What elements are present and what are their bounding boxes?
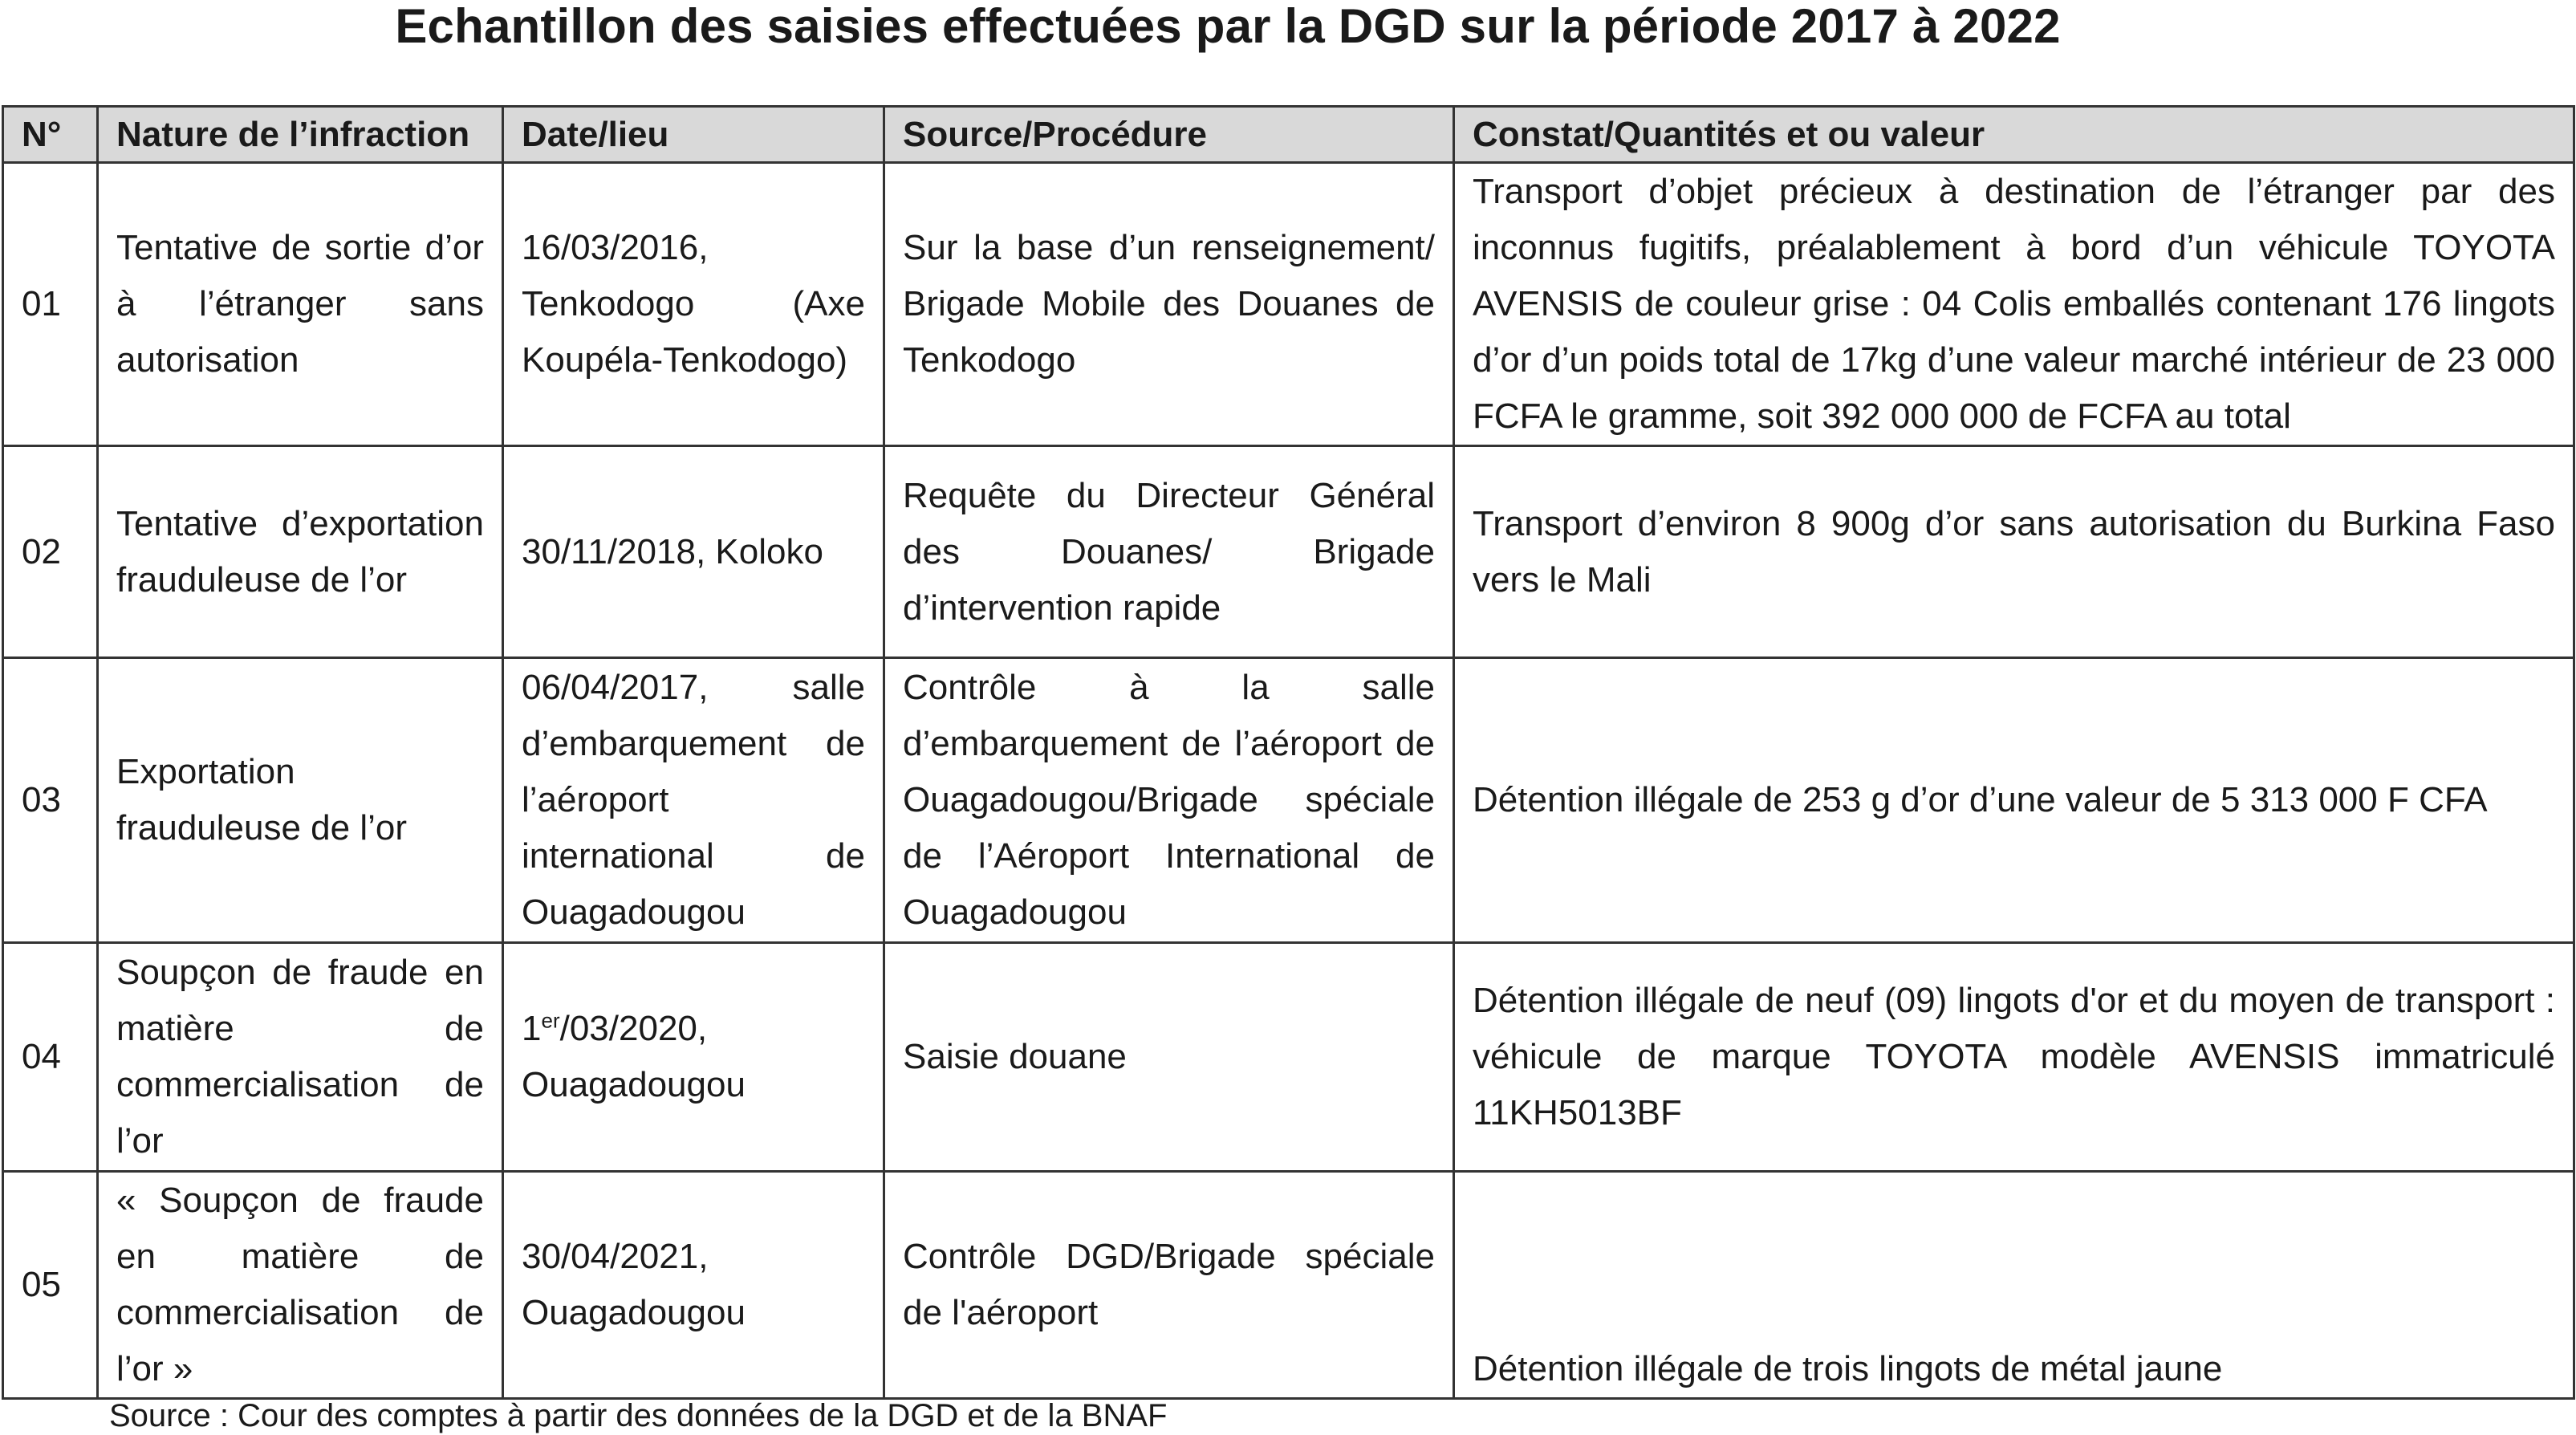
table-row [3, 943, 2574, 1172]
cell-findings: Détention illégale de neuf (09) lingots d'or et du moyen de transport : véhicule de marque TOYOTA modèle AVENSIS immatriculé 11KH5013BF [1454, 943, 2574, 1172]
date-day: 1 [522, 1009, 542, 1048]
cell-date-place: 30/04/2021, Ouagadougou [503, 1172, 884, 1399]
header-number: N° [3, 107, 98, 163]
cell-nature: Tentative d’exportation frauduleuse de l’or [98, 446, 503, 658]
cell-number: 05 [3, 1172, 98, 1399]
source-note: Source : Cour des comptes à partir des données de la DGD et de la BNAF [109, 1398, 1168, 1433]
table-header-row [3, 107, 2574, 163]
header-source-procedure: Source/Procédure [884, 107, 1454, 163]
table-row [3, 163, 2574, 446]
header-findings: Constat/Quantités et ou valeur [1454, 107, 2574, 163]
cell-source-procedure: Contrôle à la salle d’embarquement de l’aéroport de Ouagadougou/Brigade spéciale de l’Aéroport International de Ouagadougou [884, 658, 1454, 943]
table-row [3, 1172, 2574, 1399]
cell-nature: Soupçon de fraude en matière de commercialisation de l’or [98, 943, 503, 1172]
cell-source-procedure: Contrôle DGD/Brigade spéciale de l'aéroport [884, 1172, 1454, 1399]
cell-source-procedure: Saisie douane [884, 943, 1454, 1172]
cell-number: 01 [3, 163, 98, 446]
header-date-place: Date/lieu [503, 107, 884, 163]
cell-source-procedure: Sur la base d’un renseignement/ Brigade Mobile des Douanes de Tenkodogo [884, 163, 1454, 446]
cell-date-place [503, 943, 884, 1172]
cell-nature: Tentative de sortie d’or à l’étranger sans autorisation [98, 163, 503, 446]
cell-nature: Exportation frauduleuse de l’or [98, 658, 503, 943]
cell-date-place: 30/11/2018, Koloko [503, 446, 884, 658]
table-row [3, 658, 2574, 943]
seizures-table [2, 105, 2575, 1400]
date-rest: /03/2020, Ouagadougou [522, 1009, 746, 1104]
cell-date-place: 06/04/2017, salle d’embarquement de l’aéroport international de Ouagadougou [503, 658, 884, 943]
cell-findings: Détention illégale de trois lingots de métal jaune [1454, 1172, 2574, 1399]
cell-number: 03 [3, 658, 98, 943]
cell-findings: Détention illégale de 253 g d’or d’une valeur de 5 313 000 F CFA [1454, 658, 2574, 943]
cell-number: 04 [3, 943, 98, 1172]
header-nature: Nature de l’infraction [98, 107, 503, 163]
cell-nature: « Soupçon de fraude en matière de commercialisation de l’or » [98, 1172, 503, 1399]
table-row [3, 446, 2574, 658]
document-title: Echantillon des saisies effectuées par la DGD sur la période 2017 à 2022 [395, 0, 2061, 53]
date-ordinal-suffix: er [541, 1008, 560, 1033]
cell-findings: Transport d’objet précieux à destination de l’étranger par des inconnus fugitifs, préalablement à bord d’un véhicule TOYOTA AVENSIS de couleur grise : 04 Colis emballés contenant 176 lingots d’or d’un poids total de 17kg d’une valeur marché intérieur de 23 000 FCFA le gramme, soit 392 000 000 de FCFA au total [1454, 163, 2574, 446]
cell-number: 02 [3, 446, 98, 658]
cell-findings: Transport d’environ 8 900g d’or sans autorisation du Burkina Faso vers le Mali [1454, 446, 2574, 658]
cell-date-place: 16/03/2016, Tenkodogo (Axe Koupéla-Tenkodogo) [503, 163, 884, 446]
cell-source-procedure: Requête du Directeur Général des Douanes/ Brigade d’intervention rapide [884, 446, 1454, 658]
